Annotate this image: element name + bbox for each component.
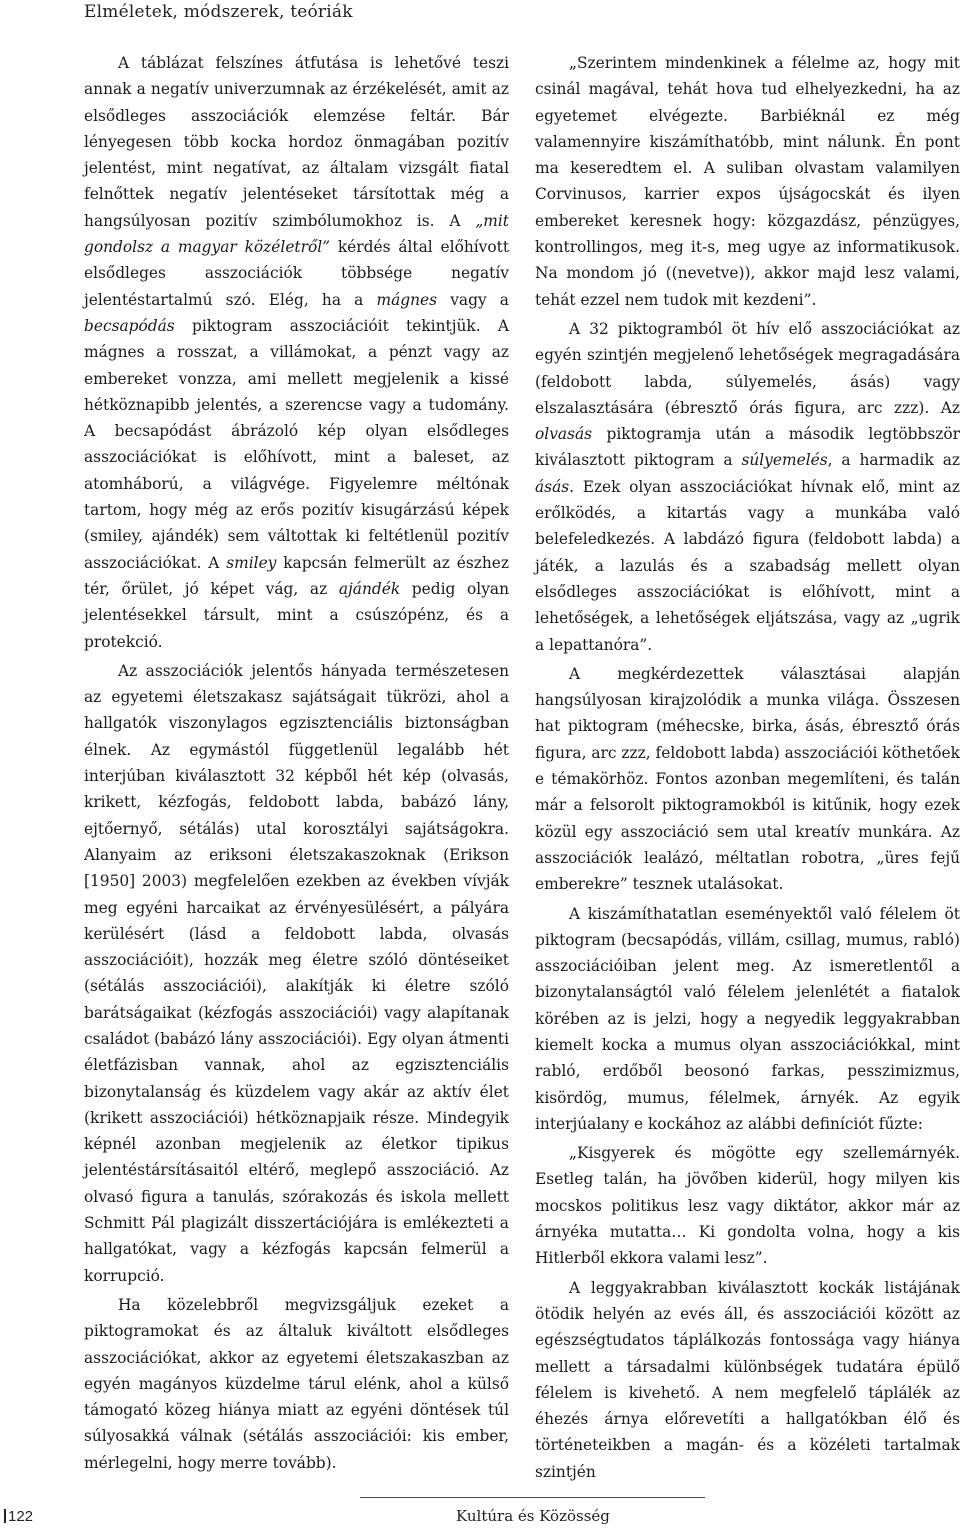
page-number-bar (4, 1509, 6, 1523)
running-header: Elméletek, módszerek, teóriák (84, 2, 353, 22)
paragraph: A kiszámíthatatlan eseményektől való félelem öt piktogram (becsapódás, villám, csillag, mumus, rabló) asszociációiban jelent meg. Az ismeretlentől a bizonytalanságtól való félelem jelenlétét a fiatalok körében az is jelzi, hogy a negyedik leggyakrabban kiemelt kocka a mumus olyan asszociációkkal, mint rabló, erdőből beosonó farkas, pesszimizmus, kisördög, mumus, félelmek, árnyék. Az egyik interjúalany e kockához az alábbi definíciót fűzte: (535, 904, 960, 1133)
paragraph: A leggyakrabban kiválasztott kockák listájának ötödik helyén az evés áll, és asszociációi között az egészségtudatos táplálkozás fontossága vagy hiánya mellett a társadalmi különbségek tudatára épülő félelem is kivehető. A nem megfelelő táplálék az éhezés árnya előrevetíti a hallgatókban élő és történeteikben a magán- és a közéleti tartalmak szintjén (535, 1278, 960, 1481)
quote-paragraph: „Szerintem mindenkinek a félelme az, hogy mit csinál magával, tehát hova tud elhelyezkedni, ha az egyetemet elvégezte. Barbiéknál ez még valamennyire kiszámíthatóbb, mint nálunk. Én pont ma keseredtem el. A suliban olvastam valamilyen Corvinusos, karrier expos újságocskát és ilyen embereket keresnek hogy: közgazdász, pénzügyes, kontrollingos, meg it-s, meg ugye az informatikusok. Na mondom jó ((nevetve)), akkor majd lesz valami, tehát ezzel nem tudok mit kezdeni”. (535, 54, 960, 309)
quote-paragraph: „Kisgyerek és mögötte egy szellemárnyék. Esetleg talán, ha jövőben kiderül, hogy milyen kis mocskos politikus lesz vagy diktátor, akkor már az árnyéka mutatta… Ki gondolta volna, hogy a kis Hitlerből ekkora valami lesz”. (535, 1144, 960, 1268)
paragraph: A táblázat felszínes átfutása is lehetővé teszi annak a negatív univerzumnak az érzékelését, amit az elsődleges asszociációk elemzése feltár. Bár lényegesen több kocka hordoz önmagában pozitív jelentést, mint negatívat, az általam vizsgált fiatal felnőttek negatív jelentéseket társítottak még a hangsúlyosan pozitív szimbólumokhoz is. A „mit gondolsz a magyar közéletről” kérdés által előhívott elsődleges asszociációk többsége negatív jelentéstartalmú szó. Elég, ha a mágnes vagy a becsapódás piktogram asszociációit tekintjük. A mágnes a rosszat, a villámokat, a pénzt vagy az embereket vonzza, ami mellett megjelenik a kissé hétköznapibb jelentés, a szerencse vagy a tudomány. A becsapódást ábrázoló kép olyan elsődleges asszociációkat is előhívott, mint a baleset, az atomháború, a világvége. Figyelemre méltónak tartom, hogy még az erős pozitív kisugárzású képek (smiley, ajándék) sem váltottak ki feltétlenül pozitív asszociációkat. A smiley kapcsán felmerült az észhez tér, őrület, jó képet vág, az ajándék pedig olyan jelentésekkel társult, mint a csúszópénz, és a protekció. (84, 54, 510, 651)
paragraph: A 32 piktogramból öt hív elő asszociációkat az egyén szintjén megjelenő lehetőségek megragadására (feldobott labda, súlyemelés, ásás) vagy elszalasztására (ébresztő órás figura, arc zzz). Az olvasás piktogramja után a második legtöbbször kiválasztott piktogram a súlyemelés, a harmadik az ásás. Ezek olyan asszociációkat hívnak elő, mint az erőlködés, a kitartás vagy a munkába való belefeledkezés. A labdázó figura (feldobott labda) a játék, a lazulás és a szabadság mellett olyan elsődleges asszociációkat is előhívott, mint a lehetőségek, a lehetőségek eljátszása, vagy az „ugrik a lepattanóra”. (535, 319, 960, 654)
paragraph: Az asszociációk jelentős hányada természetesen az egyetemi életszakasz sajátságait tükrözi, ahol a hallgatók viszonylagos egzisztenciális biztonságban élnek. Az egymástól függetlenül legalább hét interjúban kiválasztott 32 képből hét kép (olvasás, krikett, kézfogás, feldobott labda, babázó lány, ejtőernyő, sétálás) utal korosztályi sajátságokra. Alanyaim az eriksoni életszakaszoknak (Erikson [1950] 2003) megfelelően ezekben az években vívják meg egyéni harcaikat az érvényesülésért, a pályára kerülésért (lásd a feldobott labda, olvasás asszociációit), hozzák meg életre szóló döntéseiket (sétálás asszociációi), alakítják ki életre szóló barátságaikat (kézfogás asszociációi) vagy alapítanak családot (babázó lány asszociációi). Egy olyan átmenti életfázisban vannak, ahol az egzisztenciális bizonytalanság és küzdelem vagy akár az aktív élet (krikett asszociációi) hétköznapjaik része. Mindegyik képnél azonban megjelenik az életkor tipikus jelentéstársításaitól eltérő, meglepő asszociáció. Az olvasó figura a tanulás, szórakozás és iskola mellett Schmitt Pál plagizált disszertációjára is emlékezteti a hallgatókat, vagy a kézfogás kapcsán felmerül a korrupció. (84, 661, 509, 1285)
right-column (535, 50, 960, 1485)
paragraph: A megkérdezettek választásai alapján hangsúlyosan kirajzolódik a munka világa. Összesen hat piktogram (méhecske, birka, ásás, ébresztő órás figura, arc zzz, feldobott labda) asszociációi köthetőek e témakörhöz. Fontos azonban megemlíteni, és talán már a felsorolt piktogramokból is kitűnik, hogy ezek közül egy asszociáció sem utal kreatív munkára. Az asszociációk lealázó, méltatlan robotra, „üres fejű emberekre” tesznek utalásokat. (535, 664, 960, 894)
paragraph: Ha közelebbről megvizsgáljuk ezeket a piktogramokat és az általuk kiváltott elsődleges asszociációkat, akkor az egyetemi életszakaszban az egyén magányos küzdelme tárul elénk, ahol a külső támogató közeg hiánya miatt az egyéni döntések túl súlyosakká válnak (sétálás asszociációi: kis ember, mérlegelni, hogy merre tovább). (84, 1295, 509, 1472)
left-column (84, 50, 509, 1476)
footer-rule (360, 1497, 705, 1498)
journal-name: Kultúra és Közösség (456, 1507, 610, 1525)
page-number: 122 (4, 1508, 33, 1525)
